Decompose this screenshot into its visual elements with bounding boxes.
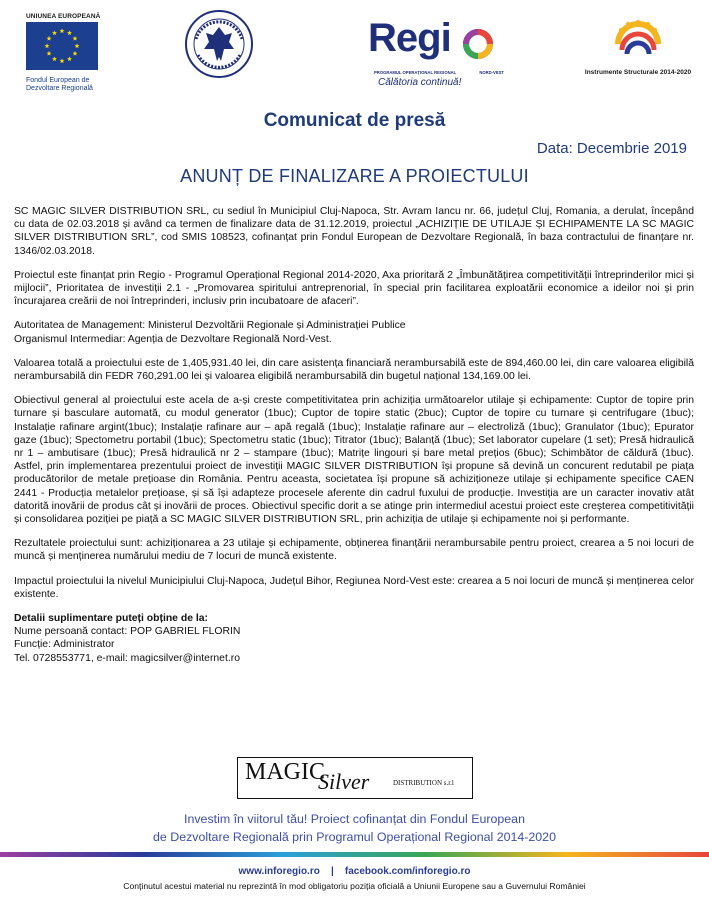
regio-tagline: Călătoria continuă!: [378, 77, 462, 88]
government-seal-icon: [184, 9, 254, 79]
instrumente-structurale-logo: [578, 14, 698, 77]
eu-fund-label: Fondul European de Dezvoltare Regională: [26, 77, 93, 92]
rainbow-divider: [0, 852, 709, 857]
footer-tagline-line1: Investim în viitorul tău! Proiect cofinanțat din Fondul European: [184, 812, 525, 826]
instrumente-structurale-icon: [612, 14, 664, 62]
contact-name: Nume persoană contact: POP GABRIEL FLORIN: [14, 626, 241, 638]
paragraph-project-intro: SC MAGIC SILVER DISTRIBUTION SRL, cu sediul în Municipiul Cluj-Napoca, Str. Avram Iancu nr. 66, județul Cluj, Romania, a derulat, începând cu data de 02.03.2018 și având ca termen de finalizare data de 31.12.2019, proiectul „ACHIZIȚIE DE UTILAJE ȘI ECHIPAMENTE LA SC MAGIC SILVER DISTRIBUTION SRL”, cod SMIS 108523, cofinanțat prin Fondul European de Dezvoltare Regională, în baza contractului de finanțare nr. 1346/02.03.2018.: [14, 206, 694, 257]
footer-tagline-line2: de Dezvoltare Regională prin Programul Operațional Regional 2014-2020: [153, 830, 556, 844]
paragraph-objectives: Obiectivul general al proiectului este acela de a-și creste competitivitatea prin achiziția următoarelor utilaje și echipamente: Cuptor de topire prin turnare și basculare automată, cu modul generator (1buc); Cuptor de topire static (2buc); Cuptor de topire cu turnare și centrifugare (1buc); Instalație rafinare argint(1buc); Instalație rafinare aur – apă regală (1buc); Instalație rafinare aur – electroliză (1buc); Granulator (1buc); Epurator gaze (1buc); Spectometru portabil (1buc); Spectometru static (1buc); Titrator (1buc); Balanță (1buc); Set laborator cupelare (1 set); Presă hidraulică nr 1 – ambutisare (1buc); Presă hidraulică nr 2 – stampare (1buc); Matrițe lingouri și bare metal prețios (6buc); Schimbător de căldură (1buc). Astfel, prin implementarea prezentului proiect de investiții MAGIC SILVER DISTRIBUTION își propune să devină un concurent redutabil pe piața producătorilor de metale prețioase din România. Pentru aceasta, societatea își propune să achiziționeze utilaje și echipamente specifice CAEN 2441 - Producția metalelor prețioase, și să își adapteze procesele aferente din cadrul fuxului de producție. Investiția are un caracter inovativ atât datorită inovării de produs cât și inovării de proces. Obiectivul specific dorit a se atinge prin intermediul acestui proiect este creșterea competitivității și consolidarea poziției pe piață a SC MAGIC SILVER DISTRIBUTION SRL, prin achiziția de utilaje și echipamente noi și performante.: [14, 395, 694, 526]
logo-distribution-text: DISTRIBUTION s.r.l: [393, 779, 454, 787]
eu-logo: [26, 13, 101, 93]
announcement-heading: ANUNȚ DE FINALIZARE A PROIECTULUI: [180, 166, 529, 186]
contact-heading: Detalii suplimentare puteți obține de la:: [14, 613, 208, 625]
inforegio-facebook-link[interactable]: facebook.com/inforegio.ro: [344, 866, 471, 877]
regio-subtitle: PROGRAMUL OPERAȚIONAL REGIONAL NORD-VEST: [374, 70, 504, 75]
regio-word: Regi: [368, 16, 451, 60]
link-separator: |: [330, 866, 334, 877]
contact-role: Funcție: Administrator: [14, 639, 115, 651]
paragraph-impact: Impactul proiectului la nivelul Municipiului Cluj-Napoca, Județul Bihor, Regiunea Nord-Vest este: crearea a 5 noi locuri de muncă și menținerea celor existente.: [14, 575, 694, 600]
paragraph-project-value: Valoarea totală a proiectului este de 1,405,931.40 lei, din care asistența financiară nerambursabilă este de 894,460.00 lei, din care valoarea eligibilă nerambursabilă din FEDR 760,291.00 lei și valoarea eligibilă nerambursabilă din bugetul național 134,169.00 lei.: [14, 357, 694, 383]
paragraph-financing: Proiectul este finanțat prin Regio - Programul Operațional Regional 2014-2020, Axa prioritară 2 „Îmbunătățirea competitivității întreprinderilor mici și mijlocii”, Prioritatea de investiții 2.1 - „Promovarea spiritului antreprenorial, în special prin facilitarea exploatării economice a ideilor noi și prin încurajarea creării de noi întreprinderi, inclusiv prin incubatoare de afaceri”.: [14, 269, 694, 308]
press-body: [14, 205, 694, 665]
footer-links: [0, 866, 709, 877]
magic-silver-logo: [237, 757, 473, 799]
paragraph-results: Rezultatele proiectului sunt: achiziționarea a 23 utilaje și echipamente, obținerea finanțării nerambursabile pentru proiect, crearea a 5 noi locuri de muncă și menținerea numărului mediu de 7 locuri de muncă existente.: [14, 538, 694, 563]
paragraph-management-authority: Autoritatea de Management: Ministerul Dezvoltării Regionale și Administrației Publice: [14, 320, 406, 332]
logo-silver-text: Silver: [318, 769, 370, 794]
contact-phone-email: Tel. 0728553771, e-mail: magicsilver@internet.ro: [14, 652, 240, 664]
paragraph-intermediate-body: Organismul Intermediar: Agenția de Dezvoltare Regională Nord-Vest.: [14, 333, 332, 345]
logo-magic-text: MAGIC: [245, 759, 326, 785]
page-title: Comunicat de presă: [263, 110, 446, 131]
regio-logo: [368, 16, 513, 94]
inforegio-website-link[interactable]: www.inforegio.ro: [238, 866, 320, 877]
eu-label: UNIUNEA EUROPEANĂ: [26, 13, 101, 20]
eu-flag-icon: [26, 22, 98, 70]
footer-disclaimer: Conținutul acestui material nu reprezintă în mod obligatoriu poziția oficială a Uniunii Europene sau a Guvernului României: [123, 881, 586, 891]
press-date: Data: Decembrie 2019: [536, 140, 687, 157]
regio-o-icon: [460, 26, 496, 62]
footer-tagline: [0, 810, 709, 846]
instrumente-structurale-label: Instrumente Structurale 2014-2020: [584, 69, 692, 76]
